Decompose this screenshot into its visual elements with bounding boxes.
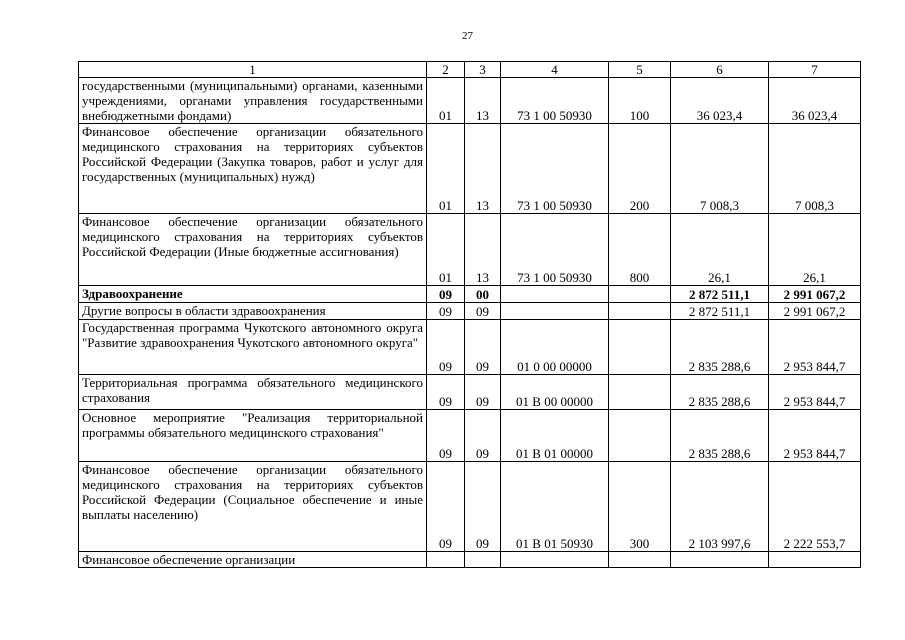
cell-section: 01 (427, 78, 465, 124)
cell-target-article: 73 1 00 50930 (501, 124, 609, 214)
cell-amount-year-2: 2 222 553,7 (769, 462, 861, 552)
cell-expense-type: 300 (609, 462, 671, 552)
header-cell-4: 4 (501, 62, 609, 78)
cell-target-article: 73 1 00 50930 (501, 214, 609, 286)
cell-amount-year-1: 2 835 288,6 (671, 320, 769, 375)
table-row (79, 410, 861, 462)
cell-amount-year-1: 2 872 511,1 (671, 303, 769, 320)
cell-amount-year-2: 26,1 (769, 214, 861, 286)
cell-section: 09 (427, 320, 465, 375)
cell-target-article: 01 В 01 50930 (501, 462, 609, 552)
cell-amount-year-1: 2 872 511,1 (671, 286, 769, 303)
cell-target-article (501, 552, 609, 568)
cell-description: Государственная программа Чукотского автономного округа "Развитие здравоохранения Чукотского автономного округа" (79, 320, 427, 375)
table-row (79, 286, 861, 303)
cell-expense-type (609, 410, 671, 462)
cell-subsection: 09 (465, 462, 501, 552)
table-row (79, 303, 861, 320)
cell-amount-year-1: 2 835 288,6 (671, 410, 769, 462)
table-row (79, 552, 861, 568)
cell-target-article (501, 303, 609, 320)
cell-amount-year-1: 2 103 997,6 (671, 462, 769, 552)
cell-target-article: 01 В 00 00000 (501, 375, 609, 410)
cell-section: 09 (427, 303, 465, 320)
cell-expense-type: 100 (609, 78, 671, 124)
cell-subsection (465, 552, 501, 568)
cell-description: Другие вопросы в области здравоохранения (79, 303, 427, 320)
cell-amount-year-2: 36 023,4 (769, 78, 861, 124)
cell-section (427, 552, 465, 568)
cell-section: 09 (427, 410, 465, 462)
cell-section: 01 (427, 124, 465, 214)
cell-amount-year-2: 2 991 067,2 (769, 286, 861, 303)
table-body (79, 62, 861, 568)
cell-description: Финансовое обеспечение организации обязательного медицинского страхования на территориях субъектов Российской Федерации (Социальное обеспечение и иные выплаты населению) (79, 462, 427, 552)
cell-subsection: 00 (465, 286, 501, 303)
cell-section: 09 (427, 286, 465, 303)
cell-description: Здравоохранение (79, 286, 427, 303)
cell-target-article (501, 286, 609, 303)
table-row (79, 320, 861, 375)
budget-table (78, 61, 861, 568)
cell-amount-year-2: 2 953 844,7 (769, 375, 861, 410)
cell-amount-year-2: 2 953 844,7 (769, 410, 861, 462)
cell-amount-year-1 (671, 552, 769, 568)
table-header-row (79, 62, 861, 78)
cell-subsection: 13 (465, 78, 501, 124)
table-row (79, 78, 861, 124)
header-cell-7: 7 (769, 62, 861, 78)
cell-description: Финансовое обеспечение организации обязательного медицинского страхования на территориях субъектов Российской Федерации (Иные бюджетные ассигнования) (79, 214, 427, 286)
cell-expense-type: 800 (609, 214, 671, 286)
cell-subsection: 13 (465, 124, 501, 214)
table-row (79, 462, 861, 552)
cell-subsection: 13 (465, 214, 501, 286)
cell-amount-year-2: 2 991 067,2 (769, 303, 861, 320)
header-cell-6: 6 (671, 62, 769, 78)
cell-section: 09 (427, 375, 465, 410)
cell-expense-type (609, 320, 671, 375)
header-cell-2: 2 (427, 62, 465, 78)
cell-amount-year-2: 2 953 844,7 (769, 320, 861, 375)
cell-amount-year-2: 7 008,3 (769, 124, 861, 214)
header-cell-1: 1 (79, 62, 427, 78)
cell-amount-year-1: 36 023,4 (671, 78, 769, 124)
cell-subsection: 09 (465, 303, 501, 320)
cell-expense-type (609, 552, 671, 568)
cell-description: Финансовое обеспечение организации (79, 552, 427, 568)
cell-description: Территориальная программа обязательного медицинского страхования (79, 375, 427, 410)
cell-subsection: 09 (465, 375, 501, 410)
cell-expense-type (609, 375, 671, 410)
table-row (79, 214, 861, 286)
table-row (79, 124, 861, 214)
cell-description: Основное мероприятие "Реализация территориальной программы обязательного медицинского страхования" (79, 410, 427, 462)
header-cell-3: 3 (465, 62, 501, 78)
cell-section: 01 (427, 214, 465, 286)
header-cell-5: 5 (609, 62, 671, 78)
cell-amount-year-1: 2 835 288,6 (671, 375, 769, 410)
cell-amount-year-1: 26,1 (671, 214, 769, 286)
cell-description: Финансовое обеспечение организации обязательного медицинского страхования на территориях субъектов Российской Федерации (Закупка товаров, работ и услуг для государственных (муниципальных) нужд) (79, 124, 427, 214)
cell-amount-year-2 (769, 552, 861, 568)
cell-target-article: 01 0 00 00000 (501, 320, 609, 375)
cell-subsection: 09 (465, 410, 501, 462)
cell-expense-type (609, 303, 671, 320)
cell-section: 09 (427, 462, 465, 552)
cell-expense-type: 200 (609, 124, 671, 214)
cell-description: государственными (муниципальными) органами, казенными учреждениями, органами управления государственными внебюджетными фондами) (79, 78, 427, 124)
cell-target-article: 01 В 01 00000 (501, 410, 609, 462)
table-row (79, 375, 861, 410)
page-number: 27 (462, 30, 473, 42)
cell-target-article: 73 1 00 50930 (501, 78, 609, 124)
cell-amount-year-1: 7 008,3 (671, 124, 769, 214)
cell-subsection: 09 (465, 320, 501, 375)
cell-expense-type (609, 286, 671, 303)
